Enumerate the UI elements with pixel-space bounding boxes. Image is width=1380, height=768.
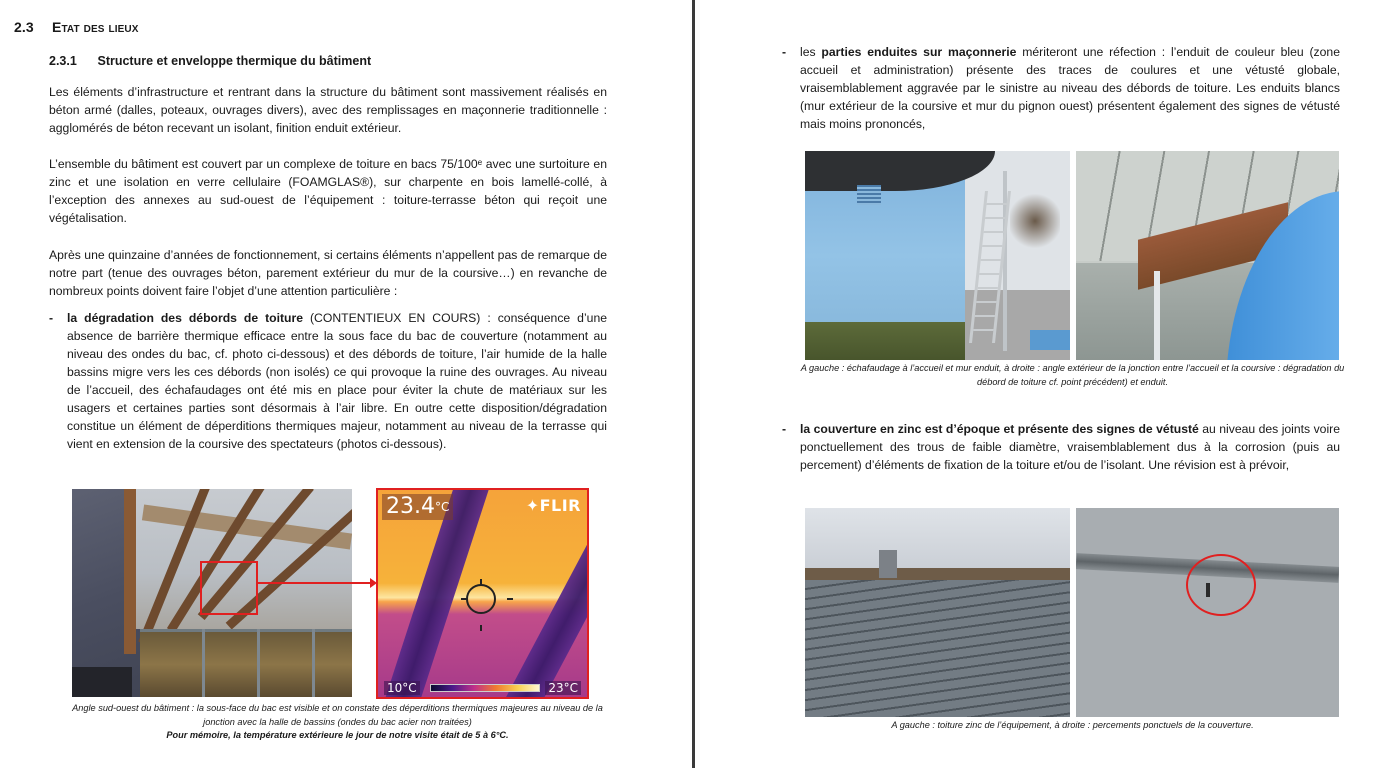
bullet-body: (CONTENTIEUX EN COURS) : conséquence d’une absence de barrière thermique efficace entre la sous face du bac de couverture (notamment au niveau des ondes du bac, cf. photo ci-dessous) et des débords de toiture, l’air humide de la halle bassins migre vers les ces débords (non isolés) ce qui provoque la ruine des ouvrages. Au niveau de l’accueil, des échafaudages ont été mis en place pour éviter la chute de matériaux sur les usagers et certaines parties sont désormais à l’air libre. En outre cette disposition/dégradation constitue un élément de déperditions thermiques majeur, notamment au niveau de la terrasse qui vient en extension de la coursive des spectateurs (photos ci-dessous). xyxy=(67,311,607,451)
photo-trees xyxy=(72,667,132,697)
thermal-temperature-unit: °C xyxy=(434,500,450,514)
bullet-pre: les xyxy=(800,45,822,59)
highlight-circle xyxy=(1186,554,1256,616)
flir-brand-text: FLIR xyxy=(539,496,581,515)
photo-glass-wall xyxy=(140,629,352,697)
thermal-temperature-readout xyxy=(382,494,453,520)
caption-zinc-roof: A gauche : toiture zinc de l’équipement, à droite : percements ponctuels de la couverture. xyxy=(891,720,1254,730)
subsection-heading xyxy=(49,54,371,68)
photo-post xyxy=(1154,271,1160,360)
paragraph-structure: Les éléments d’infrastructure et rentrant dans la structure du bâtiment sont massivement réalisés en béton armé (dalles, poteaux, ouvrages divers), avec des remplissages en maçonnerie traditionnelle : agglomérés de béton recevant un isolant, finition enduit extérieur. xyxy=(49,85,607,135)
photo-mullion xyxy=(202,629,205,697)
highlight-box xyxy=(200,561,258,615)
section-title: Etat des lieux xyxy=(52,19,139,35)
photo-fascia xyxy=(124,489,136,654)
section-number: 2.3 xyxy=(14,19,34,35)
bullet-body: mériteront une réfection : l’enduit de couleur bleu (zone accueil et administration) présente des traces de coulures et une vétusté globale, vraisemblablement aggravée par le sinistre au niveau des débords de toiture. Les enduits blancs (mur extérieur de la coursive et mur du pignon ouest) présentent également des signes de vétusté mais moins prononcés, xyxy=(800,45,1340,131)
subsection-title: Structure et enveloppe thermique du bâtiment xyxy=(97,54,372,68)
thermal-cold-band xyxy=(469,537,589,699)
bullet-text xyxy=(800,420,1340,474)
thermal-scale-max: 23°C xyxy=(545,681,581,695)
caption-thermal xyxy=(70,702,605,743)
photo-chimney xyxy=(879,550,897,578)
photo-grass xyxy=(805,322,965,360)
photo-mullion xyxy=(312,629,315,697)
bullet-bold: parties enduites sur maçonnerie xyxy=(821,45,1017,59)
photo-pool xyxy=(1030,330,1070,350)
bullet-dash: - xyxy=(782,422,787,436)
photo-standing-seam-roof xyxy=(805,580,1070,717)
arrow-connector xyxy=(258,582,372,584)
paragraph-assessment: Après une quinzaine d’années de fonctionnement, si certains éléments n’appellent pas de remarque de notre part (tenue des ouvrages béton, parement extérieur du mur de la coursive…) en revanche de nombreux points doivent faire l’objet d’une attention particulière : xyxy=(49,248,607,298)
bullet-bold: la couverture en zinc est d’époque et présente des signes de vétusté xyxy=(800,422,1199,436)
photo-roof-junction xyxy=(1076,151,1339,360)
thermal-temperature-value: 23.4 xyxy=(386,494,435,519)
page-divider xyxy=(692,0,695,768)
bullet-bold: la dégradation des débords de toiture xyxy=(67,311,304,325)
paragraph-roof: L’ensemble du bâtiment est couvert par un complexe de toiture en bacs 75/100ᵉ avec une surtoiture en zinc et une isolation en verre cellulaire (FOAMGLAS®), sur charpente en bois lamellé-collé, à l’exception des annexes au sud-ouest de l’équipement : toiture-terrasse béton qui reçoit une végétalisation. xyxy=(49,157,607,225)
photo-roof-perforation xyxy=(1076,508,1339,717)
photo-mullion xyxy=(257,629,260,697)
photo-thermal-image xyxy=(376,488,589,699)
section-heading xyxy=(14,19,138,35)
photo-tree xyxy=(1010,191,1060,251)
bullet-dash: - xyxy=(49,311,54,325)
thermal-color-scale xyxy=(430,684,540,692)
subsection-number: 2.3.1 xyxy=(49,54,77,68)
flir-logo: ✦FLIR xyxy=(525,496,581,515)
crosshair-icon xyxy=(466,584,496,614)
photo-eave xyxy=(805,151,995,191)
photo-vent xyxy=(857,185,881,205)
caption-thermal-description: Angle sud-ouest du bâtiment : la sous-face du bac est visible et on constate des déperditions thermiques majeures au niveau de la jonction avec la halle de bassins (ondes du bac acier non traitées) xyxy=(72,703,603,727)
bullet-text xyxy=(67,309,607,453)
caption-scaffolding: A gauche : échafaudage à l’accueil et mur enduit, à droite : angle extérieur de la jonction entre l’accueil et la coursive : dégradation du débord de toiture cf. point précédent) et enduit. xyxy=(800,363,1345,387)
photo-roof-underside xyxy=(72,489,352,697)
bullet-text xyxy=(800,43,1340,133)
thermal-scale-min: 10°C xyxy=(384,681,420,695)
bullet-dash: - xyxy=(782,45,787,59)
photo-scaffolding xyxy=(805,151,1070,360)
caption-thermal-note: Pour mémoire, la température extérieure le jour de notre visite était de 5 à 6°C. xyxy=(166,730,509,740)
bullet-body: au niveau des joints voire ponctuellement des trous de faible diamètre, vraisemblablement dus à la corrosion (puis au percement) d’éléments de fixation de la toiture et/ou de l’isolant. Une révision est à prévoir, xyxy=(800,422,1340,472)
photo-zinc-roof xyxy=(805,508,1070,717)
